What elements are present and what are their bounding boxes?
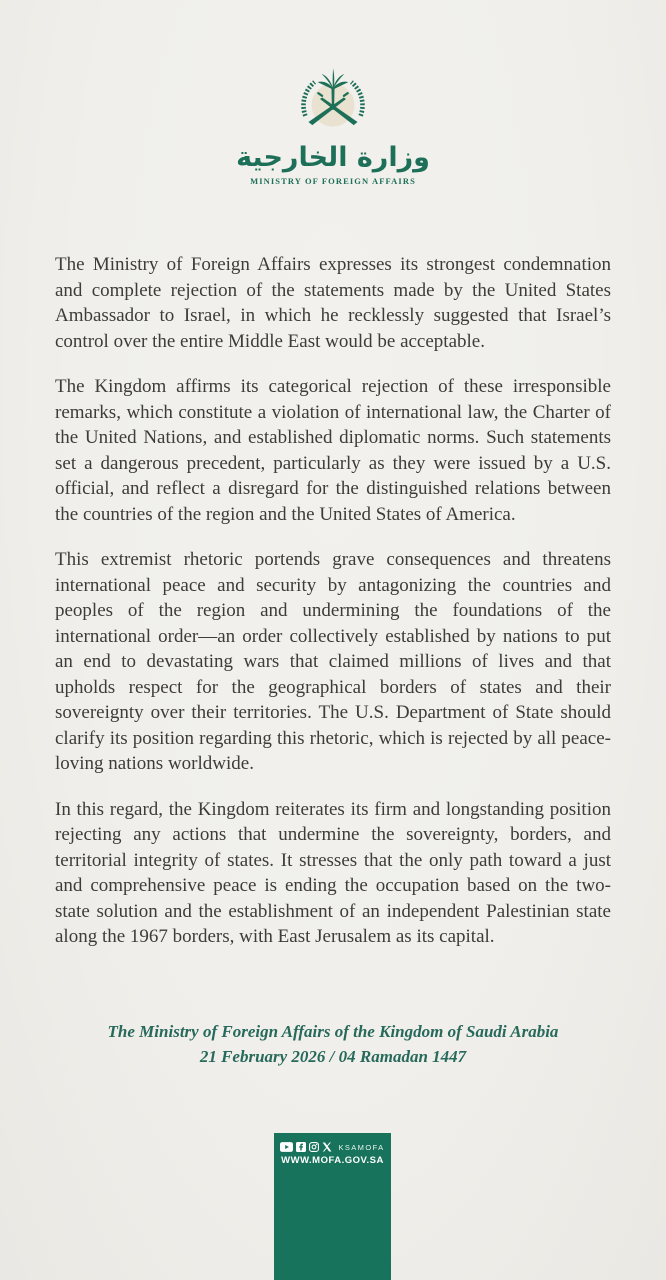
- footer-badge: [274, 1133, 391, 1280]
- ministry-english-title: MINISTRY OF FOREIGN AFFAIRS: [250, 176, 416, 186]
- mofa-letterhead: [0, 62, 666, 186]
- youtube-icon[interactable]: [280, 1142, 293, 1152]
- website-url[interactable]: WWW.MOFA.GOV.SA: [281, 1155, 384, 1166]
- palm-and-swords-emblem-icon: [287, 62, 379, 136]
- signature-line: The Ministry of Foreign Affairs of the Kingdom of Saudi Arabia: [107, 1022, 559, 1041]
- x-icon[interactable]: [322, 1142, 332, 1152]
- statement-body: [55, 252, 611, 970]
- instagram-icon[interactable]: [309, 1142, 319, 1152]
- statement-paragraph-3: This extremist rhetoric portends grave consequences and threatens international peace and security by antagonizing the countries and peoples of the region and undermining the foundations of the international order—an order collectively established by nations to put an end to devastating wars that claimed millions of lives and that upholds respect for the geographical borders of states and their sovereignty over their territories. The U.S. Department of State should clarify its position regarding this rhetoric, which is rejected by all peace-loving nations worldwide.: [55, 549, 611, 774]
- ministry-arabic-title: وزارة الخارجية: [236, 142, 430, 173]
- social-row: [274, 1142, 391, 1152]
- signature-date: 21 February 2026 / 04 Ramadan 1447: [199, 1047, 467, 1066]
- signature-block: [0, 1019, 666, 1069]
- facebook-icon[interactable]: [296, 1142, 306, 1152]
- statement-paragraph-1: The Ministry of Foreign Affairs expresses its strongest condemnation and complete rejection of the statements made by the United States Ambassador to Israel, in which he recklessly suggested that Israel’s control over the entire Middle East would be acceptable.: [55, 254, 611, 352]
- statement-paragraph-2: The Kingdom affirms its categorical rejection of these irresponsible remarks, which constitute a violation of international law, the Charter of the United Nations, and established diplomatic norms. Such statements set a dangerous precedent, particularly as they were issued by a U.S. official, and reflect a disregard for the distinguished relations between the countries of the region and the United States of America.: [55, 376, 611, 525]
- statement-paragraph-4: In this regard, the Kingdom reiterates its firm and longstanding position rejecting any actions that undermine the sovereignty, borders, and territorial integrity of states. It stresses that the only path toward a just and comprehensive peace is ending the occupation based on the two-state solution and the establishment of an independent Palestinian state along the 1967 borders, with East Jerusalem as its capital.: [55, 798, 611, 947]
- social-handle: KSAMOFA: [338, 1142, 385, 1152]
